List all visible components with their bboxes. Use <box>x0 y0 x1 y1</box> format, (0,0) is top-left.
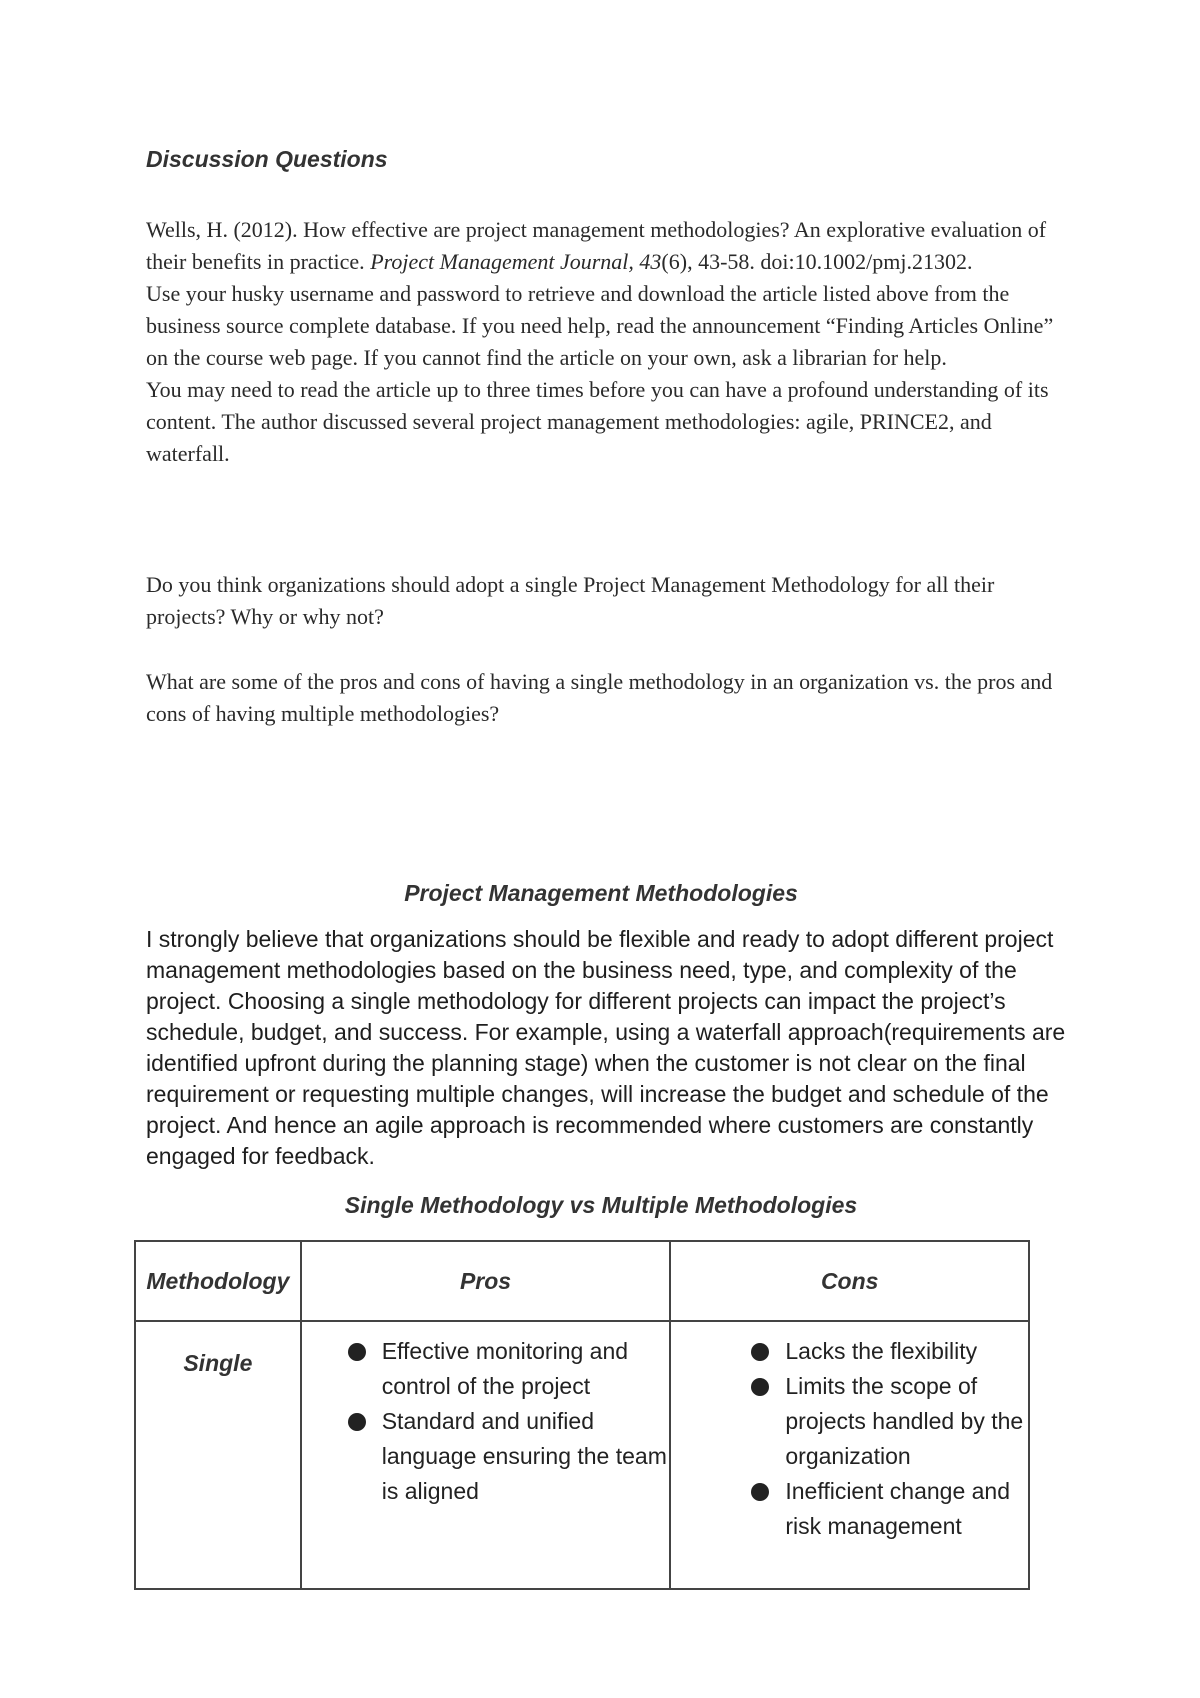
list-item <box>785 1334 1028 1369</box>
discussion-question-2: What are some of the pros and cons of having a single methodology in an organization vs. the pros and cons of having multiple methodologies? <box>146 669 1053 726</box>
bullet-icon <box>751 1378 769 1396</box>
pros-cell <box>301 1321 671 1589</box>
citation-text: Wells, H. (2012). How effective are project management methodologies? An explorative evaluation of their benefits in practice. <box>146 217 1047 274</box>
header-pros: Pros <box>301 1241 671 1321</box>
table-row <box>135 1321 1029 1589</box>
list-item <box>382 1404 670 1509</box>
pros-item-text: Standard and unified language ensuring the team is aligned <box>381 1408 667 1504</box>
discussion-heading: Discussion Questions <box>146 146 388 172</box>
table-header-row <box>135 1241 1029 1321</box>
essay-body: I strongly believe that organizations should be flexible and ready to adopt different project management methodologies based on the business need, type, and complexity of the project. Choosing a single methodology for different projects can impact the project’s schedule, budget, and success. For example, using a waterfall approach(requirements are identified upfront during the planning stage) when the customer is not clear on the final requirement or requesting multiple changes, will increase the budget and schedule of the project. And hence an agile approach is recommended where customers are constantly engaged for feedback. <box>146 926 1066 1169</box>
instructions-paragraph-2: You may need to read the article up to three times before you can have a profound understanding of its content. The author discussed several project management methodologies: agile, PRINCE2, and waterfall. <box>146 377 1049 466</box>
essay-title: Project Management Methodologies <box>404 880 798 906</box>
pros-item-text: Effective monitoring and control of the project <box>381 1338 629 1399</box>
header-methodology: Methodology <box>135 1241 301 1321</box>
citation-doi: doi:10.1002/pmj.21302. <box>760 249 973 274</box>
discussion-question-1: Do you think organizations should adopt a single Project Management Methodology for all their projects? Why or why not? <box>146 572 995 629</box>
cons-item-text: Inefficient change and risk management <box>785 1478 1011 1539</box>
cons-item-text: Limits the scope of projects handled by the organization <box>785 1373 1024 1469</box>
citation-issue: (6), 43-58. <box>661 249 755 274</box>
cons-cell <box>670 1321 1029 1589</box>
citation <box>146 214 1076 278</box>
instructions-paragraph-1: Use your husky username and password to retrieve and download the article listed above from the business source complete database. If you need help, read the announcement “Finding Articles Online” on the course web page. If you cannot find the article on your own, ask a librarian for help. <box>146 281 1054 370</box>
pros-list <box>302 1334 670 1509</box>
bullet-icon <box>348 1343 366 1361</box>
list-item <box>785 1369 1028 1474</box>
bullet-icon <box>751 1343 769 1361</box>
row-label-single: Single <box>135 1321 301 1589</box>
cons-list <box>671 1334 1028 1544</box>
bullet-icon <box>348 1413 366 1431</box>
header-cons: Cons <box>670 1241 1029 1321</box>
list-item <box>382 1334 670 1404</box>
comparison-table <box>134 1240 1030 1590</box>
bullet-icon <box>751 1483 769 1501</box>
reference-block <box>146 214 1076 470</box>
cons-item-text: Lacks the flexibility <box>785 1338 978 1364</box>
list-item <box>785 1474 1028 1544</box>
table-title: Single Methodology vs Multiple Methodologies <box>344 1192 858 1218</box>
citation-journal: Project Management Journal, 43 <box>370 249 662 274</box>
